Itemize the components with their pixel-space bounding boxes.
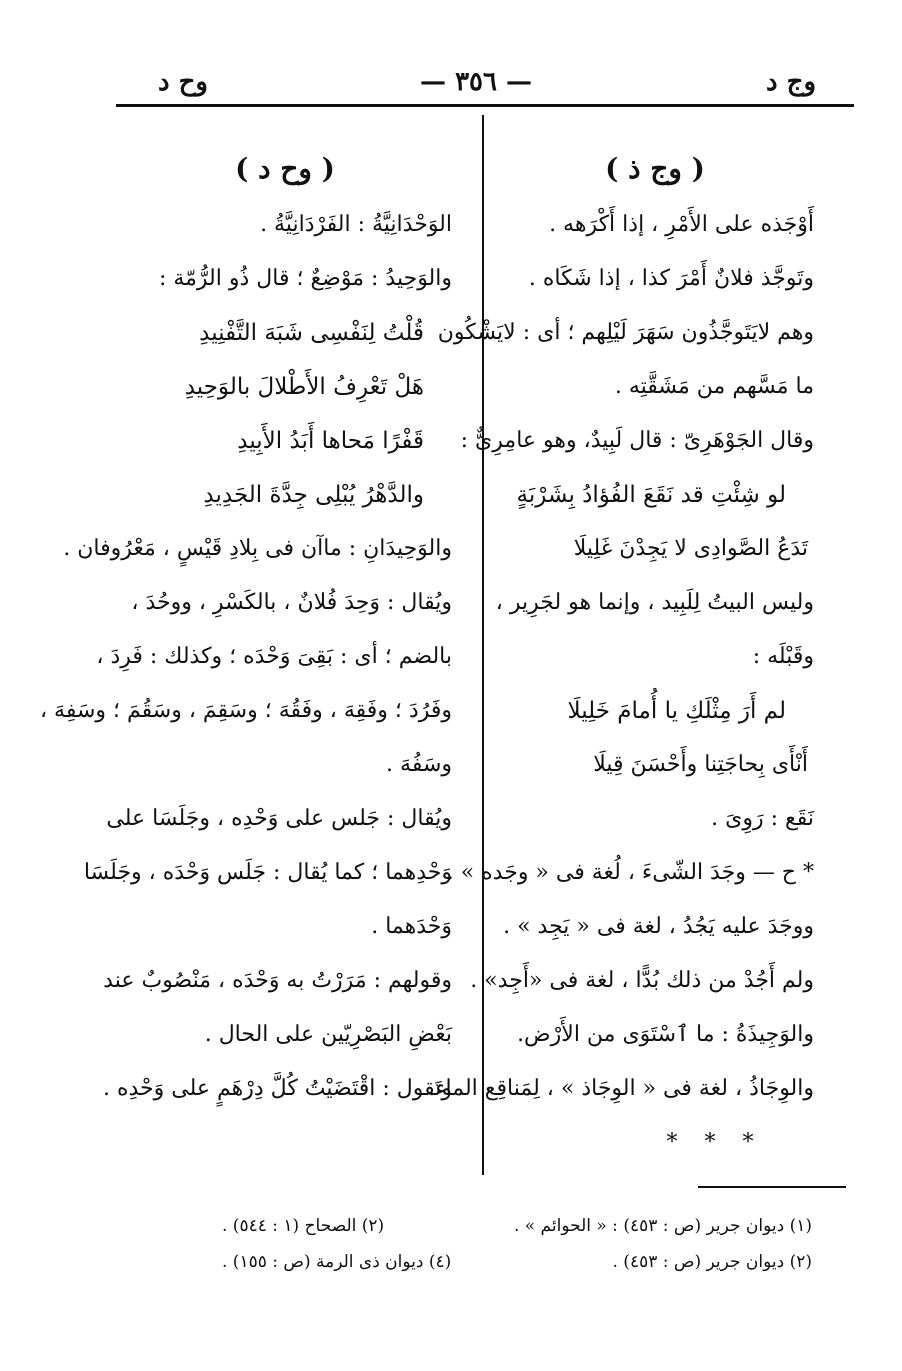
footnote-rule: [698, 1186, 846, 1188]
text-line: ما مَسَّهم من مَشَقَّتِه .: [614, 374, 814, 399]
text-line: وقولهم : مَرَرْتُ به وَحْدَه ، مَنْصُوبٌ عند: [103, 968, 452, 993]
verse-line: تَدَعُ الصَّوادِى لا يَجِدْنَ غَلِيلَا: [573, 536, 808, 561]
text-line: * ح — وجَدَ الشّىءَ ، لُغة فى « وجَده » .: [446, 860, 814, 885]
verse-line: لو شِئْتِ قد نَقَعَ الفُؤادُ بِشَرْبَةٍ: [516, 482, 786, 508]
text-line: ووجَدَ عليه يَجُدُ ، لغة فى « يَجِد » .: [503, 914, 814, 939]
section-separator: * * *: [666, 1130, 764, 1155]
entry-title-wjdh: ( وج ذ ): [605, 152, 705, 185]
entry-title-whd: ( وح د ): [235, 152, 335, 185]
footnote: (٢) الصحاح (١ : ٥٤٤) .: [222, 1216, 385, 1236]
text-line: ويُقال : جَلس على وَحْدِه ، وجَلَسَا على: [106, 806, 452, 831]
footnote: (٤) ديوان ذى الرمة (ص : ١٥٥) .: [222, 1252, 452, 1272]
text-line: وليس البيتُ لِلَبِيد ، وإنما هو لجَرِير ،: [495, 590, 814, 615]
text-line: الوَحْدَانِيَّةُ : الفَرْدَانِيَّةُ .: [260, 212, 452, 237]
column-divider: [482, 115, 484, 1175]
text-line: وهم لايَتَوجَّذُون سَهَرَ لَيْلِهم ؛ أى : لايَشْكُون: [437, 320, 814, 345]
text-line: ولم أَجُدْ من ذلك بُدًّا ، لغة فى «أَجِد» .: [470, 968, 814, 993]
page-number: — ٣٥٦ —: [420, 67, 533, 97]
text-line: وتَوجَّذ فلانٌ أَمْرَ كذا ، إذا شَكَاه .: [528, 266, 814, 291]
verse-line: أَنْأَى بِحاجَتِنا وأَحْسَنَ قِيلَا: [593, 752, 808, 777]
text-line: وَحْدِهما ؛ كما يُقال : جَلَس وَحْدَه ، وجَلَسَا: [83, 860, 452, 885]
text-line: والوَحِيدَانِ : ماآن فى بِلادِ قَيْسٍ ، مَعْرُوفان .: [63, 536, 452, 561]
text-line: وقال الجَوْهَرِىّ : قال لَبِيدٌ، وهو عامِرِىٌّ :: [460, 428, 814, 453]
verse-line: لم أَرَ مِثْلَكِ يا أُمامَ خَلِيلَا: [567, 698, 786, 724]
verse-line: قَفْرًا مَحاها أَبَدُ الأَبِيدِ: [237, 428, 424, 454]
header-root-left: وح د: [158, 67, 208, 97]
text-line: وقَبْلَه :: [752, 644, 814, 669]
text-line: أَوْجَذه على الأَمْرِ ، إذا أَكْرَهه .: [549, 212, 814, 237]
header-rule: [116, 104, 854, 107]
text-line: بالضم ؛ أى : بَقِىَ وَحْدَه ؛ وكذلك : فَرِدَ ،: [96, 644, 452, 669]
text-line: ويُقال : وَحِدَ فُلانٌ ، بالكَسْرِ ، ووحُدَ ،: [131, 590, 452, 615]
left-column: [39, 140, 452, 1116]
verse-line: والدَّهْرُ يُبْلِى جِدَّةَ الجَدِيدِ: [203, 482, 424, 508]
text-line: والوَحِيدُ : مَوْضِعٌ ؛ قال ذُو الرُّمّة :: [158, 266, 452, 291]
text-line: بَعْضِ البَصْرِيّين على الحال .: [204, 1022, 452, 1047]
verse-line: قُلْتُ لِنَفْسِى شَبَهَ التَّفْنِيدِ: [199, 320, 424, 346]
text-line: وفَرُدَ ؛ وفَقِهَ ، وفَقُهَ ؛ وسَقِمَ ، وسَقُمَ ؛ وسَفِهَ ،: [39, 698, 452, 723]
footnote: (١) ديوان جرير (ص : ٤٥٣) : « الحوائم » .: [513, 1216, 812, 1236]
text-line: وسَفُهَ .: [386, 752, 452, 777]
text-line: وتَقول : اقْتَضَيْتُ كُلَّ دِرْهَمٍ على وَحْدِه .: [102, 1076, 452, 1101]
text-line: والوَجِيذَةُ : ما ٱسْتَوَى من الأَرْض.: [517, 1022, 814, 1047]
text-line: نَقَع : رَوِىَ .: [711, 806, 814, 831]
text-line: والوِجَاذُ ، لغة فى « الوِجَاذ » ، لِمَناقِع الماء.: [428, 1076, 814, 1101]
text-line: وَحْدَهما .: [371, 914, 452, 939]
right-column: [428, 140, 814, 1170]
verse-line: هَلْ تَعْرِفُ الأَطْلالَ بالوَحِيدِ: [184, 374, 424, 400]
footnote: (٢) ديوان جرير (ص : ٤٥٣) .: [612, 1252, 812, 1272]
header-root-right: وج د: [766, 67, 816, 97]
